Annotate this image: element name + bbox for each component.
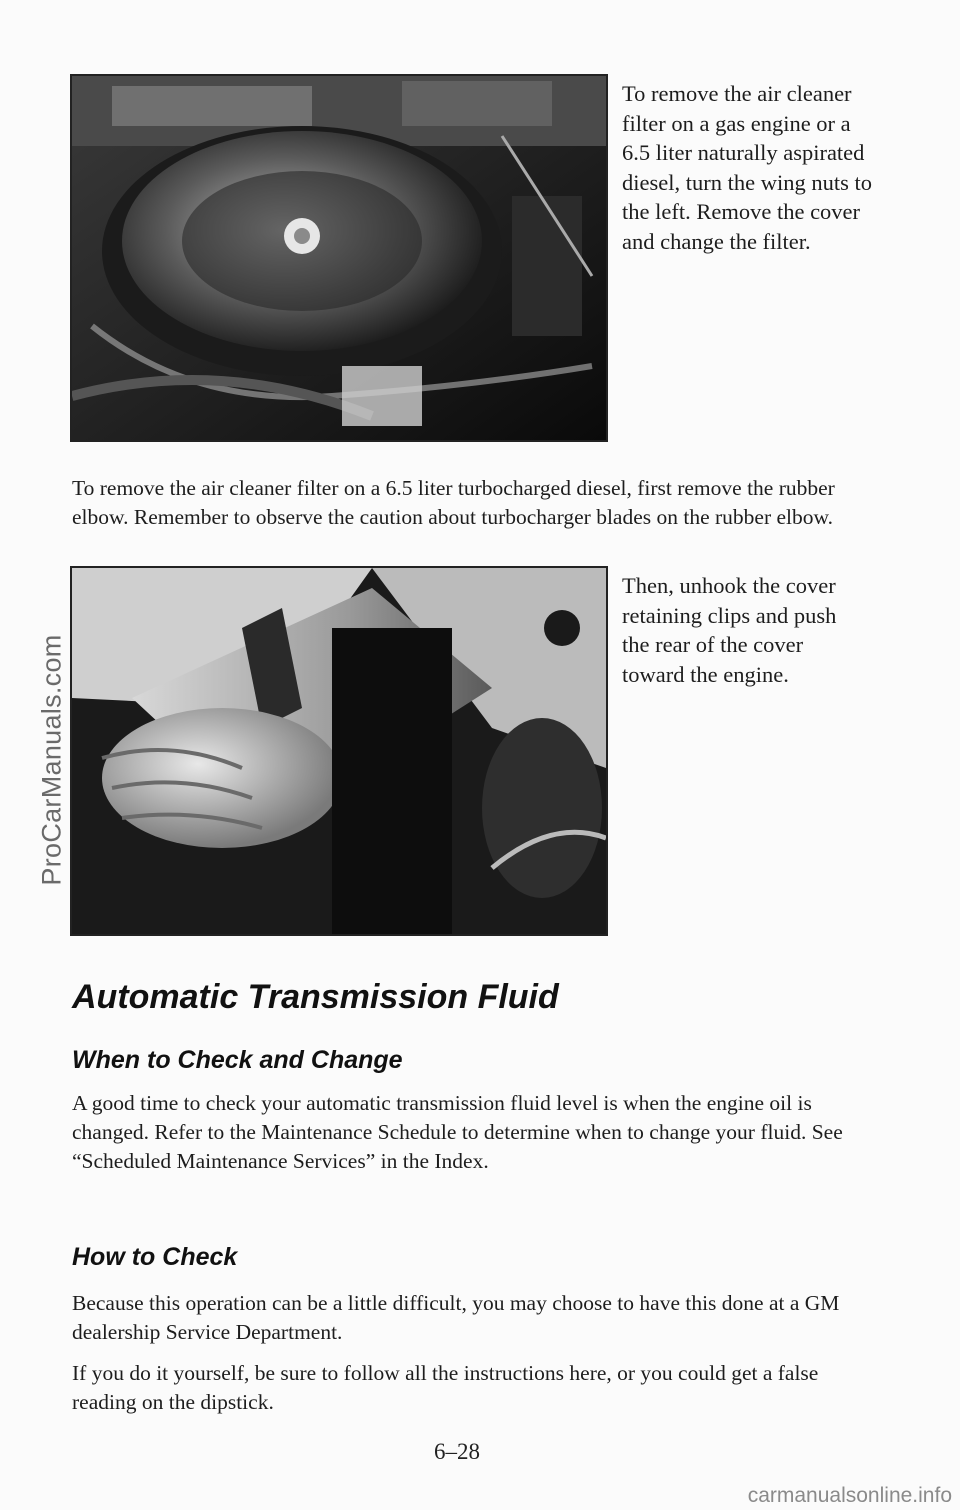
footer-watermark: carmanualsonline.info: [747, 1484, 952, 1507]
paragraph-dealership: Because this operation can be a little difficult, you may choose to have this done at a GM dealership Service Department.: [72, 1291, 840, 1344]
caption-retaining-clips: Then, unhook the cover retaining clips and push the rear of the cover toward the engine.: [622, 573, 837, 687]
section-heading: Automatic Transmission Fluid: [72, 978, 559, 1016]
paragraph-instructions: If you do it yourself, be sure to follow all the instructions here, or you could get a false reading on the dipstick.: [72, 1361, 819, 1414]
caption-wing-nuts: To remove the air cleaner filter on a gas engine or a 6.5 liter naturally aspirated diesel, turn the wing nuts to the left. Remove the cover and change the filter.: [622, 81, 872, 254]
subheading-how-to-check: How to Check: [72, 1243, 238, 1271]
page-number: 6–28: [434, 1439, 480, 1464]
cover-clips-photo: [70, 566, 608, 936]
paragraph-turbo-diesel: To remove the air cleaner filter on a 6.5 liter turbocharged diesel, first remove the rubber elbow. Remember to observe the caution about turbocharger blades on the rubber elbow.: [72, 476, 835, 529]
air-cleaner-engine-photo: [70, 74, 608, 442]
side-watermark: ProCarManuals.com: [36, 634, 67, 886]
subheading-when-to-check: When to Check and Change: [72, 1046, 403, 1074]
paragraph-when-to-check: A good time to check your automatic transmission fluid level is when the engine oil is changed. Refer to the Maintenance Schedule to determine when to change your fluid. See “Scheduled Maintenance Services” in the Index.: [72, 1091, 843, 1173]
